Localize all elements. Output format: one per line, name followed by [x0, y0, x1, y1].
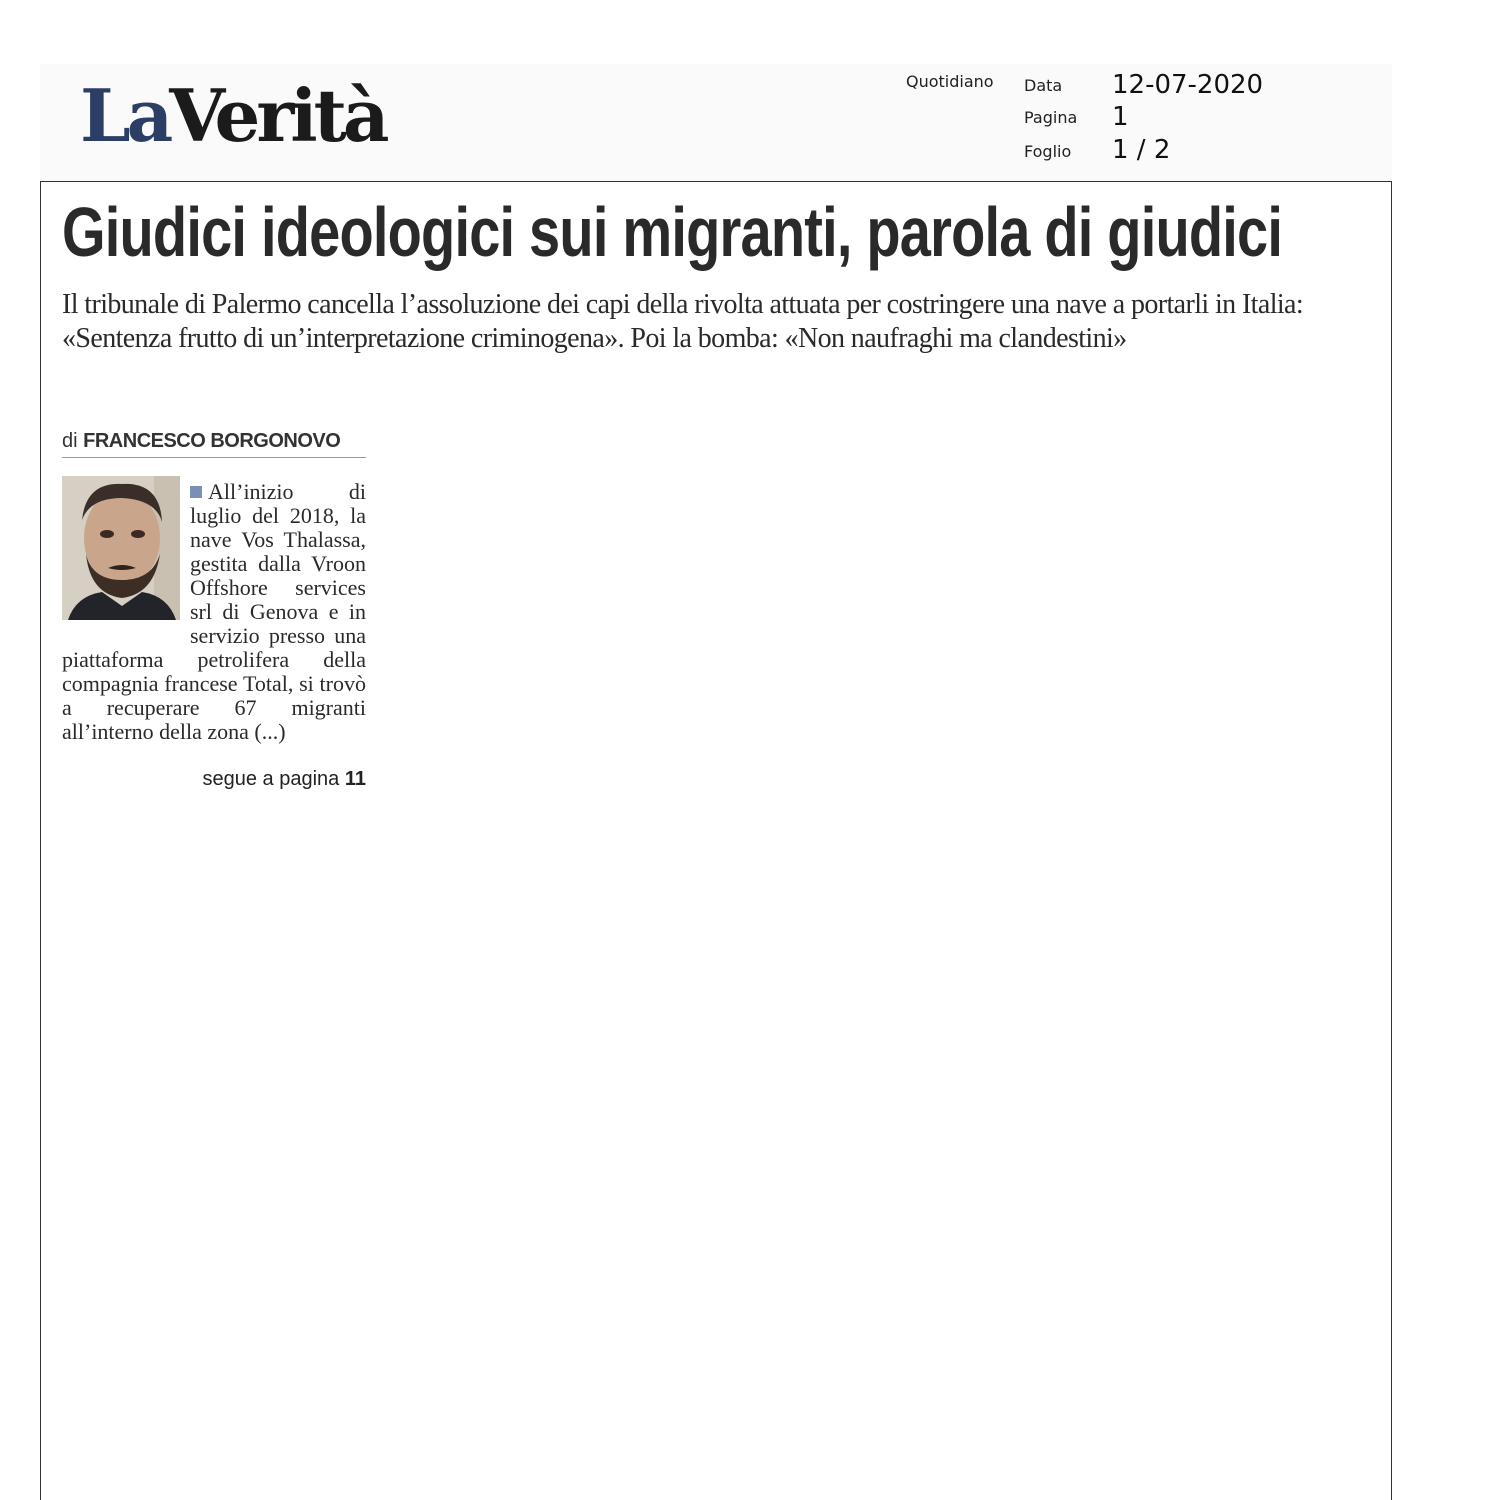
continue-page: 11 [344, 768, 366, 790]
newspaper-logo [80, 73, 386, 158]
date-value: 12-07-2020 [1112, 70, 1264, 100]
article-body [62, 480, 366, 744]
logo-la: La [80, 73, 170, 158]
byline-author: FRANCESCO BORGONOVO [83, 430, 341, 452]
article-body-text: All’inizio di luglio del 2018, la nave Vos Thalassa, gestita dalla Vroon Offshore services srl di Genova e in servizio presso una piattaforma petrolifera della compagnia francese Total, si trovò a recuperare 67 migranti all’interno della zona (...) [62, 479, 366, 744]
sheet-label: Foglio [1024, 142, 1072, 161]
lead-bullet [190, 486, 202, 498]
photo-spacer [62, 480, 190, 626]
article-headline: Giudici ideologici sui migranti, parola di giudici [62, 193, 1283, 271]
article-frame [40, 181, 1392, 1500]
article-subhead: Il tribunale di Palermo cancella l’assoluzione dei capi della rivolta attuata per costringere una nave a portarli in Italia: «Sentenza frutto di un’interpretazione criminogena». Poi la bomba: «Non naufraghi ma clandestini» [62, 289, 1304, 354]
byline-prefix: di [62, 430, 78, 452]
logo-verita: Verità [169, 73, 386, 158]
continue-text: segue a pagina [202, 768, 340, 790]
sheet-value: 1 / 2 [1112, 135, 1171, 165]
continuation-note [62, 768, 366, 791]
publication-kind: Quotidiano [906, 72, 994, 91]
date-label: Data [1024, 76, 1063, 95]
page-label: Pagina [1024, 108, 1078, 127]
byline [62, 430, 366, 458]
page-value: 1 [1112, 102, 1129, 132]
